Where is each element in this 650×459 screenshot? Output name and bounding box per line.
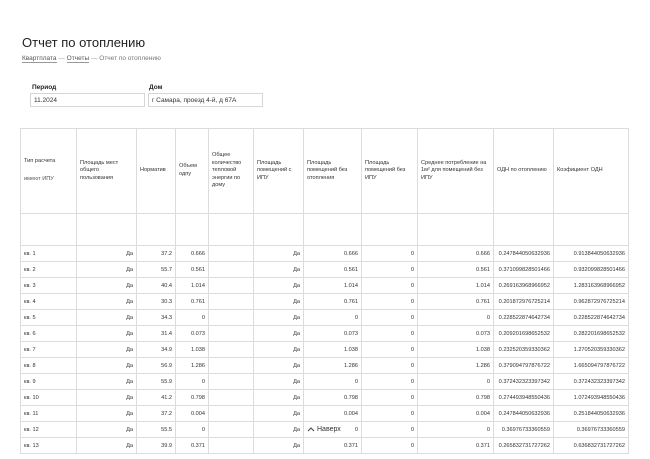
- column-header: Тип расчета имеют ИПУ: [21, 129, 77, 214]
- empty-cell: [418, 214, 494, 246]
- table-cell: 0.561: [418, 262, 494, 278]
- empty-cell: [209, 438, 254, 454]
- column-header: Среднее потребление на 1м² для помещений без ИПУ: [418, 129, 494, 214]
- empty-cell: [209, 310, 254, 326]
- table-cell: кв. 7: [21, 342, 77, 358]
- report-table-container[interactable]: [20, 128, 630, 449]
- table-cell: 0.798: [304, 390, 362, 406]
- table-row: [21, 342, 629, 358]
- table-filter-row: [21, 214, 629, 246]
- table-cell: Да: [77, 278, 137, 294]
- table-row: [21, 358, 629, 374]
- table-cell: 0: [362, 294, 418, 310]
- table-cell: 0.761: [304, 294, 362, 310]
- table-cell: 0: [362, 278, 418, 294]
- breadcrumb-current: Отчет по отоплению: [99, 55, 161, 62]
- table-cell: 0.636832731727262: [554, 438, 629, 454]
- table-cell: Да: [254, 390, 304, 406]
- table-cell: 0: [304, 374, 362, 390]
- breadcrumb-separator: —: [58, 55, 65, 62]
- table-cell: Да: [77, 326, 137, 342]
- table-cell: Да: [254, 374, 304, 390]
- table-cell: 34.9: [137, 342, 176, 358]
- heating-report-table: [20, 128, 629, 454]
- table-cell: Да: [254, 326, 304, 342]
- table-cell: Да: [254, 262, 304, 278]
- table-cell: 0: [362, 374, 418, 390]
- table-cell: 1.286: [418, 358, 494, 374]
- table-cell: Да: [254, 406, 304, 422]
- table-cell: Да: [77, 358, 137, 374]
- table-cell: 0: [176, 374, 209, 390]
- table-cell: Да: [254, 294, 304, 310]
- table-cell: 1.286: [304, 358, 362, 374]
- column-header: Объем одпу: [176, 129, 209, 214]
- table-cell: 0.004: [176, 406, 209, 422]
- table-cell: 0: [418, 374, 494, 390]
- table-cell: Да: [77, 390, 137, 406]
- table-cell: Да: [254, 438, 304, 454]
- table-cell: 0: [362, 390, 418, 406]
- table-cell: Да: [77, 422, 137, 438]
- table-cell: 0: [176, 422, 209, 438]
- table-cell: 0.372432323397342: [494, 374, 554, 390]
- table-cell: 0.666: [176, 246, 209, 262]
- table-cell: Да: [77, 310, 137, 326]
- table-cell: Да: [254, 310, 304, 326]
- table-row: [21, 390, 629, 406]
- table-cell: 0.561: [176, 262, 209, 278]
- table-cell: Да: [254, 358, 304, 374]
- table-cell: кв. 10: [21, 390, 77, 406]
- table-cell: 0: [304, 310, 362, 326]
- table-cell: Да: [254, 422, 304, 438]
- table-cell: 40.4: [137, 278, 176, 294]
- column-header-sub: имеют ИПУ: [24, 176, 54, 182]
- table-cell: 30.3: [137, 294, 176, 310]
- empty-cell: [209, 374, 254, 390]
- table-cell: кв. 13: [21, 438, 77, 454]
- table-cell: 37.2: [137, 406, 176, 422]
- table-cell: кв. 8: [21, 358, 77, 374]
- table-cell: кв. 1: [21, 246, 77, 262]
- empty-cell: [254, 214, 304, 246]
- column-header: Площадь мест общего пользования: [77, 129, 137, 214]
- table-cell: 0: [362, 342, 418, 358]
- table-cell: кв. 4: [21, 294, 77, 310]
- table-cell: кв. 6: [21, 326, 77, 342]
- column-header: Общее количество тепловой энергии по дому: [209, 129, 254, 214]
- table-cell: 1.665094797876722: [554, 358, 629, 374]
- table-cell: 0: [362, 406, 418, 422]
- empty-cell: [362, 214, 418, 246]
- table-cell: Да: [77, 342, 137, 358]
- table-cell: 55.9: [137, 374, 176, 390]
- table-cell: кв. 3: [21, 278, 77, 294]
- column-header: Площадь помещений без ИПУ: [362, 129, 418, 214]
- empty-cell: [494, 214, 554, 246]
- table-cell: кв. 11: [21, 406, 77, 422]
- table-cell: 0.36976733360559: [554, 422, 629, 438]
- table-cell: 0.372432323397342: [554, 374, 629, 390]
- table-cell: 0.962872976725214: [554, 294, 629, 310]
- table-row: [21, 278, 629, 294]
- empty-cell: [554, 214, 629, 246]
- period-field[interactable]: 11.2024: [30, 93, 145, 107]
- table-cell: 0.004: [304, 406, 362, 422]
- table-cell: 0: [304, 422, 362, 438]
- table-cell: 0.265832731727262: [494, 438, 554, 454]
- table-cell: 55.7: [137, 262, 176, 278]
- table-cell: 1.286: [176, 358, 209, 374]
- empty-cell: [209, 246, 254, 262]
- column-header: Площадь помещений с ИПУ: [254, 129, 304, 214]
- chevron-up-icon: [307, 426, 315, 432]
- table-cell: Да: [77, 262, 137, 278]
- table-cell: 0.913844050632936: [554, 246, 629, 262]
- table-cell: Да: [77, 438, 137, 454]
- table-cell: Да: [77, 406, 137, 422]
- table-cell: 1.038: [304, 342, 362, 358]
- empty-cell: [209, 262, 254, 278]
- table-cell: 0.36976733360559: [494, 422, 554, 438]
- table-cell: 0.798: [418, 390, 494, 406]
- table-cell: 0.561: [304, 262, 362, 278]
- table-cell: 0: [362, 326, 418, 342]
- empty-cell: [209, 278, 254, 294]
- empty-cell: [77, 214, 137, 246]
- empty-cell: [209, 422, 254, 438]
- table-header-row: [21, 129, 629, 214]
- table-cell: 0: [418, 310, 494, 326]
- empty-cell: [209, 326, 254, 342]
- table-cell: 39.9: [137, 438, 176, 454]
- page-title: Отчет по отоплению: [22, 35, 146, 50]
- empty-cell: [209, 294, 254, 310]
- table-cell: 1.038: [418, 342, 494, 358]
- table-cell: 0.282201698652532: [554, 326, 629, 342]
- table-cell: 1.014: [176, 278, 209, 294]
- table-cell: 0: [418, 422, 494, 438]
- table-cell: 0.004: [418, 406, 494, 422]
- table-cell: кв. 5: [21, 310, 77, 326]
- table-cell: 0.209201698652532: [494, 326, 554, 342]
- table-cell: 0.371099828501466: [494, 262, 554, 278]
- table-row: [21, 310, 629, 326]
- empty-cell: [304, 214, 362, 246]
- table-cell: кв. 2: [21, 262, 77, 278]
- table-cell: 0: [362, 262, 418, 278]
- table-row: [21, 246, 629, 262]
- table-cell: 0.073: [176, 326, 209, 342]
- empty-cell: [209, 358, 254, 374]
- table-cell: 0.932099828501466: [554, 262, 629, 278]
- table-cell: 55.5: [137, 422, 176, 438]
- table-cell: 0.761: [418, 294, 494, 310]
- table-cell: 0.201872976725214: [494, 294, 554, 310]
- table-cell: 0.073: [418, 326, 494, 342]
- table-cell: 0.761: [176, 294, 209, 310]
- empty-cell: [137, 214, 176, 246]
- table-cell: 0.274493948550436: [494, 390, 554, 406]
- table-cell: 0.228522874642734: [494, 310, 554, 326]
- table-cell: 31.4: [137, 326, 176, 342]
- table-cell: 41.2: [137, 390, 176, 406]
- table-row: [21, 438, 629, 454]
- table-cell: 0.228522874642734: [554, 310, 629, 326]
- table-cell: кв. 12: [21, 422, 77, 438]
- table-row: [21, 262, 629, 278]
- table-cell: 0.666: [304, 246, 362, 262]
- table-cell: 0: [362, 310, 418, 326]
- table-cell: 56.9: [137, 358, 176, 374]
- table-cell: 0.251844050632936: [554, 406, 629, 422]
- table-cell: Да: [254, 342, 304, 358]
- table-cell: 1.014: [304, 278, 362, 294]
- column-header: Коэфициент ОДН: [554, 129, 629, 214]
- empty-cell: [21, 214, 77, 246]
- table-cell: 1.270520359330362: [554, 342, 629, 358]
- table-cell: 0: [362, 246, 418, 262]
- table-cell: 0.371: [304, 438, 362, 454]
- table-cell: 0.379094797876722: [494, 358, 554, 374]
- table-cell: 0: [176, 310, 209, 326]
- table-row: [21, 406, 629, 422]
- table-cell: кв. 9: [21, 374, 77, 390]
- table-cell: 0.371: [176, 438, 209, 454]
- house-field[interactable]: г Самара, проезд 4-й, д 67А: [148, 93, 263, 107]
- table-cell: Да: [254, 246, 304, 262]
- empty-cell: [209, 390, 254, 406]
- table-cell: 37.2: [137, 246, 176, 262]
- empty-cell: [176, 214, 209, 246]
- table-cell: 1.014: [418, 278, 494, 294]
- table-row: [21, 326, 629, 342]
- house-label: Дом: [149, 84, 163, 91]
- table-cell: 0.798: [176, 390, 209, 406]
- breadcrumb-separator: —: [90, 55, 98, 62]
- empty-cell: [209, 214, 254, 246]
- table-cell: 1.283163968966952: [554, 278, 629, 294]
- table-cell: 0.247844050632936: [494, 246, 554, 262]
- period-label: Период: [32, 84, 57, 91]
- scroll-to-top-button[interactable]: [307, 425, 345, 434]
- table-cell: 0: [362, 422, 418, 438]
- table-cell: 34.3: [137, 310, 176, 326]
- table-cell: Да: [254, 278, 304, 294]
- table-cell: Да: [77, 246, 137, 262]
- column-header: Площадь помещений без отопления: [304, 129, 362, 214]
- table-cell: 1.038: [176, 342, 209, 358]
- table-cell: 0: [362, 438, 418, 454]
- column-header: Норматив: [137, 129, 176, 214]
- breadcrumb-link-reports[interactable]: Отчеты: [66, 55, 90, 62]
- breadcrumb: [22, 55, 161, 62]
- empty-cell: [209, 406, 254, 422]
- table-cell: 0.073: [304, 326, 362, 342]
- table-cell: 1.072493948550436: [554, 390, 629, 406]
- table-row: [21, 294, 629, 310]
- table-cell: 0: [362, 358, 418, 374]
- table-cell: 0.371: [418, 438, 494, 454]
- table-cell: 0.232520359330362: [494, 342, 554, 358]
- table-cell: 0.666: [418, 246, 494, 262]
- table-cell: Да: [77, 374, 137, 390]
- table-cell: 0.247844050632936: [494, 406, 554, 422]
- column-header: ОДН по отоплению: [494, 129, 554, 214]
- scroll-to-top-label: Наверх: [317, 426, 341, 433]
- table-cell: 0.269163968966952: [494, 278, 554, 294]
- empty-cell: [209, 342, 254, 358]
- table-cell: Да: [77, 294, 137, 310]
- breadcrumb-link-kvartplata[interactable]: Квартплата: [22, 55, 57, 62]
- table-row: [21, 374, 629, 390]
